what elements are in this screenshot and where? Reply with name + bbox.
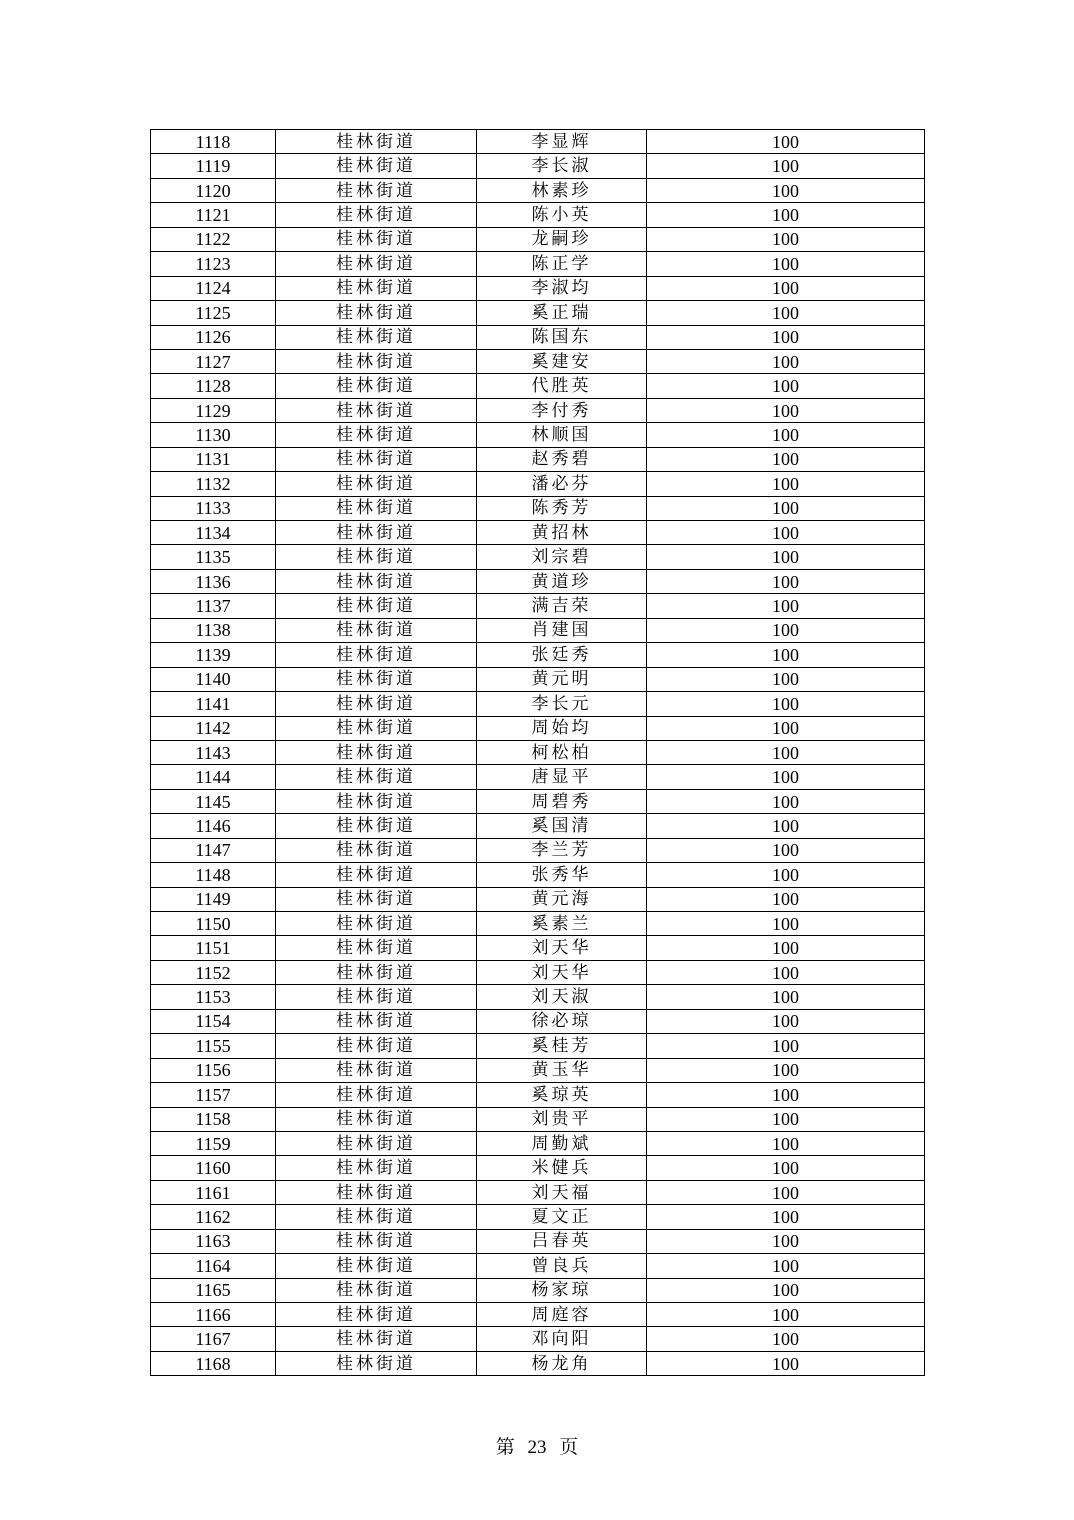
amount-cell: 100 — [647, 1107, 925, 1131]
street-cell: 桂林街道 — [276, 838, 477, 862]
row-number-cell: 1139 — [151, 643, 276, 667]
name-cell: 代胜英 — [477, 374, 647, 398]
amount-cell: 100 — [647, 545, 925, 569]
name-cell: 潘必芬 — [477, 472, 647, 496]
street-cell: 桂林街道 — [276, 1156, 477, 1180]
street-cell: 桂林街道 — [276, 1229, 477, 1253]
row-number-cell: 1134 — [151, 521, 276, 545]
name-cell: 曾良兵 — [477, 1254, 647, 1278]
name-cell: 奚桂芳 — [477, 1034, 647, 1058]
name-cell: 张秀华 — [477, 863, 647, 887]
table-row — [151, 154, 925, 178]
name-cell: 刘天华 — [477, 960, 647, 984]
amount-cell: 100 — [647, 1156, 925, 1180]
row-number-cell: 1138 — [151, 618, 276, 642]
table-row — [151, 1083, 925, 1107]
name-cell: 陈小英 — [477, 203, 647, 227]
amount-cell: 100 — [647, 936, 925, 960]
row-number-cell: 1136 — [151, 569, 276, 593]
amount-cell: 100 — [647, 1205, 925, 1229]
table-row — [151, 863, 925, 887]
name-cell: 肖建国 — [477, 618, 647, 642]
row-number-cell: 1137 — [151, 594, 276, 618]
name-cell: 刘宗碧 — [477, 545, 647, 569]
table-row — [151, 301, 925, 325]
amount-cell: 100 — [647, 301, 925, 325]
street-cell: 桂林街道 — [276, 1107, 477, 1131]
amount-cell: 100 — [647, 130, 925, 154]
row-number-cell: 1159 — [151, 1131, 276, 1155]
name-cell: 陈秀芳 — [477, 496, 647, 520]
street-cell: 桂林街道 — [276, 618, 477, 642]
amount-cell: 100 — [647, 1083, 925, 1107]
street-cell: 桂林街道 — [276, 643, 477, 667]
name-cell: 米健兵 — [477, 1156, 647, 1180]
page-footer — [0, 1432, 1074, 1459]
table-row — [151, 1351, 925, 1375]
row-number-cell: 1130 — [151, 423, 276, 447]
street-cell: 桂林街道 — [276, 887, 477, 911]
street-cell: 桂林街道 — [276, 692, 477, 716]
name-cell: 满吉荣 — [477, 594, 647, 618]
amount-cell: 100 — [647, 960, 925, 984]
street-cell: 桂林街道 — [276, 569, 477, 593]
table-row — [151, 1180, 925, 1204]
amount-cell: 100 — [647, 447, 925, 471]
row-number-cell: 1156 — [151, 1058, 276, 1082]
table-row — [151, 838, 925, 862]
amount-cell: 100 — [647, 1131, 925, 1155]
street-cell: 桂林街道 — [276, 789, 477, 813]
amount-cell: 100 — [647, 838, 925, 862]
row-number-cell: 1162 — [151, 1205, 276, 1229]
name-cell: 林素珍 — [477, 178, 647, 202]
table-row — [151, 447, 925, 471]
street-cell: 桂林街道 — [276, 1058, 477, 1082]
table-row — [151, 814, 925, 838]
street-cell: 桂林街道 — [276, 1034, 477, 1058]
amount-cell: 100 — [647, 912, 925, 936]
row-number-cell: 1128 — [151, 374, 276, 398]
row-number-cell: 1152 — [151, 960, 276, 984]
amount-cell: 100 — [647, 521, 925, 545]
row-number-cell: 1163 — [151, 1229, 276, 1253]
street-cell: 桂林街道 — [276, 985, 477, 1009]
street-cell: 桂林街道 — [276, 349, 477, 373]
name-cell: 刘天福 — [477, 1180, 647, 1204]
name-cell: 黄道珍 — [477, 569, 647, 593]
table-row — [151, 643, 925, 667]
table-row — [151, 398, 925, 422]
table-row — [151, 1107, 925, 1131]
street-cell: 桂林街道 — [276, 863, 477, 887]
table-row — [151, 1205, 925, 1229]
street-cell: 桂林街道 — [276, 447, 477, 471]
table-row — [151, 472, 925, 496]
row-number-cell: 1142 — [151, 716, 276, 740]
table-row — [151, 667, 925, 691]
table-row — [151, 1254, 925, 1278]
name-cell: 柯松柏 — [477, 740, 647, 764]
row-number-cell: 1143 — [151, 740, 276, 764]
name-cell: 陈正学 — [477, 252, 647, 276]
row-number-cell: 1125 — [151, 301, 276, 325]
row-number-cell: 1126 — [151, 325, 276, 349]
row-number-cell: 1129 — [151, 398, 276, 422]
row-number-cell: 1120 — [151, 178, 276, 202]
table-row — [151, 912, 925, 936]
name-cell: 黄招林 — [477, 521, 647, 545]
footer-suffix: 页 — [559, 1437, 579, 1458]
amount-cell: 100 — [647, 1303, 925, 1327]
amount-cell: 100 — [647, 716, 925, 740]
row-number-cell: 1154 — [151, 1009, 276, 1033]
amount-cell: 100 — [647, 154, 925, 178]
name-cell: 龙嗣珍 — [477, 227, 647, 251]
amount-cell: 100 — [647, 863, 925, 887]
street-cell: 桂林街道 — [276, 1278, 477, 1302]
name-cell: 李长元 — [477, 692, 647, 716]
row-number-cell: 1153 — [151, 985, 276, 1009]
row-number-cell: 1147 — [151, 838, 276, 862]
name-cell: 李淑均 — [477, 276, 647, 300]
amount-cell: 100 — [647, 203, 925, 227]
row-number-cell: 1133 — [151, 496, 276, 520]
amount-cell: 100 — [647, 1351, 925, 1375]
street-cell: 桂林街道 — [276, 398, 477, 422]
name-cell: 黄元明 — [477, 667, 647, 691]
row-number-cell: 1160 — [151, 1156, 276, 1180]
amount-cell: 100 — [647, 1180, 925, 1204]
name-cell: 奚琼英 — [477, 1083, 647, 1107]
table-row — [151, 203, 925, 227]
amount-cell: 100 — [647, 1229, 925, 1253]
table-row — [151, 349, 925, 373]
name-cell: 赵秀碧 — [477, 447, 647, 471]
street-cell: 桂林街道 — [276, 740, 477, 764]
name-cell: 张廷秀 — [477, 643, 647, 667]
table-row — [151, 569, 925, 593]
table-row — [151, 252, 925, 276]
amount-cell: 100 — [647, 349, 925, 373]
name-cell: 周勤斌 — [477, 1131, 647, 1155]
table-row — [151, 423, 925, 447]
allowance-table — [150, 129, 925, 1376]
row-number-cell: 1150 — [151, 912, 276, 936]
street-cell: 桂林街道 — [276, 594, 477, 618]
name-cell: 邓向阳 — [477, 1327, 647, 1351]
street-cell: 桂林街道 — [276, 521, 477, 545]
amount-cell: 100 — [647, 325, 925, 349]
name-cell: 周碧秀 — [477, 789, 647, 813]
amount-cell: 100 — [647, 594, 925, 618]
table-row — [151, 887, 925, 911]
table-row — [151, 276, 925, 300]
table-row — [151, 178, 925, 202]
table-row — [151, 594, 925, 618]
row-number-cell: 1127 — [151, 349, 276, 373]
street-cell: 桂林街道 — [276, 276, 477, 300]
table-row — [151, 325, 925, 349]
amount-cell: 100 — [647, 1278, 925, 1302]
table-row — [151, 1156, 925, 1180]
row-number-cell: 1145 — [151, 789, 276, 813]
name-cell: 夏文正 — [477, 1205, 647, 1229]
name-cell: 刘天淑 — [477, 985, 647, 1009]
table-row — [151, 1278, 925, 1302]
amount-cell: 100 — [647, 398, 925, 422]
name-cell: 徐必琼 — [477, 1009, 647, 1033]
table-row — [151, 789, 925, 813]
table-row — [151, 1034, 925, 1058]
amount-cell: 100 — [647, 667, 925, 691]
name-cell: 奚正瑞 — [477, 301, 647, 325]
amount-cell: 100 — [647, 178, 925, 202]
row-number-cell: 1157 — [151, 1083, 276, 1107]
row-number-cell: 1167 — [151, 1327, 276, 1351]
name-cell: 刘天华 — [477, 936, 647, 960]
amount-cell: 100 — [647, 740, 925, 764]
row-number-cell: 1124 — [151, 276, 276, 300]
street-cell: 桂林街道 — [276, 765, 477, 789]
table-row — [151, 692, 925, 716]
amount-cell: 100 — [647, 1254, 925, 1278]
row-number-cell: 1122 — [151, 227, 276, 251]
table-row — [151, 374, 925, 398]
table-row — [151, 1303, 925, 1327]
street-cell: 桂林街道 — [276, 1254, 477, 1278]
name-cell: 李付秀 — [477, 398, 647, 422]
street-cell: 桂林街道 — [276, 960, 477, 984]
street-cell: 桂林街道 — [276, 1327, 477, 1351]
amount-cell: 100 — [647, 887, 925, 911]
name-cell: 林顺国 — [477, 423, 647, 447]
row-number-cell: 1166 — [151, 1303, 276, 1327]
street-cell: 桂林街道 — [276, 325, 477, 349]
amount-cell: 100 — [647, 496, 925, 520]
name-cell: 李兰芳 — [477, 838, 647, 862]
street-cell: 桂林街道 — [276, 227, 477, 251]
street-cell: 桂林街道 — [276, 178, 477, 202]
name-cell: 李显辉 — [477, 130, 647, 154]
table-row — [151, 1229, 925, 1253]
amount-cell: 100 — [647, 252, 925, 276]
amount-cell: 100 — [647, 1009, 925, 1033]
table-row — [151, 521, 925, 545]
table-row — [151, 1009, 925, 1033]
street-cell: 桂林街道 — [276, 301, 477, 325]
row-number-cell: 1141 — [151, 692, 276, 716]
name-cell: 黄元海 — [477, 887, 647, 911]
street-cell: 桂林街道 — [276, 1180, 477, 1204]
name-cell: 周庭容 — [477, 1303, 647, 1327]
name-cell: 杨龙角 — [477, 1351, 647, 1375]
row-number-cell: 1123 — [151, 252, 276, 276]
street-cell: 桂林街道 — [276, 472, 477, 496]
amount-cell: 100 — [647, 692, 925, 716]
row-number-cell: 1158 — [151, 1107, 276, 1131]
table-row — [151, 618, 925, 642]
table-row — [151, 960, 925, 984]
row-number-cell: 1119 — [151, 154, 276, 178]
name-cell: 李长淑 — [477, 154, 647, 178]
amount-cell: 100 — [647, 814, 925, 838]
name-cell: 奚国清 — [477, 814, 647, 838]
table-row — [151, 765, 925, 789]
table-row — [151, 936, 925, 960]
name-cell: 陈国东 — [477, 325, 647, 349]
amount-cell: 100 — [647, 227, 925, 251]
street-cell: 桂林街道 — [276, 252, 477, 276]
name-cell: 黄玉华 — [477, 1058, 647, 1082]
amount-cell: 100 — [647, 1327, 925, 1351]
table-row — [151, 716, 925, 740]
street-cell: 桂林街道 — [276, 203, 477, 227]
amount-cell: 100 — [647, 1058, 925, 1082]
name-cell: 奚建安 — [477, 349, 647, 373]
name-cell: 周始均 — [477, 716, 647, 740]
row-number-cell: 1140 — [151, 667, 276, 691]
amount-cell: 100 — [647, 765, 925, 789]
street-cell: 桂林街道 — [276, 545, 477, 569]
row-number-cell: 1164 — [151, 1254, 276, 1278]
table-body — [151, 130, 925, 1376]
amount-cell: 100 — [647, 789, 925, 813]
amount-cell: 100 — [647, 569, 925, 593]
row-number-cell: 1148 — [151, 863, 276, 887]
name-cell: 唐显平 — [477, 765, 647, 789]
amount-cell: 100 — [647, 643, 925, 667]
street-cell: 桂林街道 — [276, 130, 477, 154]
amount-cell: 100 — [647, 985, 925, 1009]
street-cell: 桂林街道 — [276, 496, 477, 520]
table-row — [151, 1058, 925, 1082]
table-row — [151, 1131, 925, 1155]
row-number-cell: 1149 — [151, 887, 276, 911]
name-cell: 杨家琼 — [477, 1278, 647, 1302]
street-cell: 桂林街道 — [276, 374, 477, 398]
amount-cell: 100 — [647, 1034, 925, 1058]
amount-cell: 100 — [647, 423, 925, 447]
row-number-cell: 1168 — [151, 1351, 276, 1375]
table-row — [151, 1327, 925, 1351]
amount-cell: 100 — [647, 374, 925, 398]
page-number: 23 — [527, 1437, 547, 1458]
street-cell: 桂林街道 — [276, 814, 477, 838]
amount-cell: 100 — [647, 276, 925, 300]
street-cell: 桂林街道 — [276, 1131, 477, 1155]
row-number-cell: 1161 — [151, 1180, 276, 1204]
row-number-cell: 1165 — [151, 1278, 276, 1302]
row-number-cell: 1131 — [151, 447, 276, 471]
street-cell: 桂林街道 — [276, 423, 477, 447]
name-cell: 奚素兰 — [477, 912, 647, 936]
table-row — [151, 227, 925, 251]
table-row — [151, 496, 925, 520]
row-number-cell: 1132 — [151, 472, 276, 496]
street-cell: 桂林街道 — [276, 154, 477, 178]
amount-cell: 100 — [647, 472, 925, 496]
street-cell: 桂林街道 — [276, 1303, 477, 1327]
name-cell: 吕春英 — [477, 1229, 647, 1253]
row-number-cell: 1121 — [151, 203, 276, 227]
table-row — [151, 985, 925, 1009]
street-cell: 桂林街道 — [276, 1351, 477, 1375]
table-row — [151, 740, 925, 764]
row-number-cell: 1135 — [151, 545, 276, 569]
row-number-cell: 1146 — [151, 814, 276, 838]
table-row — [151, 545, 925, 569]
street-cell: 桂林街道 — [276, 1083, 477, 1107]
table-row — [151, 130, 925, 154]
name-cell: 刘贵平 — [477, 1107, 647, 1131]
street-cell: 桂林街道 — [276, 667, 477, 691]
row-number-cell: 1155 — [151, 1034, 276, 1058]
footer-prefix: 第 — [495, 1437, 515, 1458]
row-number-cell: 1144 — [151, 765, 276, 789]
street-cell: 桂林街道 — [276, 1009, 477, 1033]
row-number-cell: 1151 — [151, 936, 276, 960]
street-cell: 桂林街道 — [276, 936, 477, 960]
amount-cell: 100 — [647, 618, 925, 642]
row-number-cell: 1118 — [151, 130, 276, 154]
street-cell: 桂林街道 — [276, 912, 477, 936]
street-cell: 桂林街道 — [276, 716, 477, 740]
street-cell: 桂林街道 — [276, 1205, 477, 1229]
